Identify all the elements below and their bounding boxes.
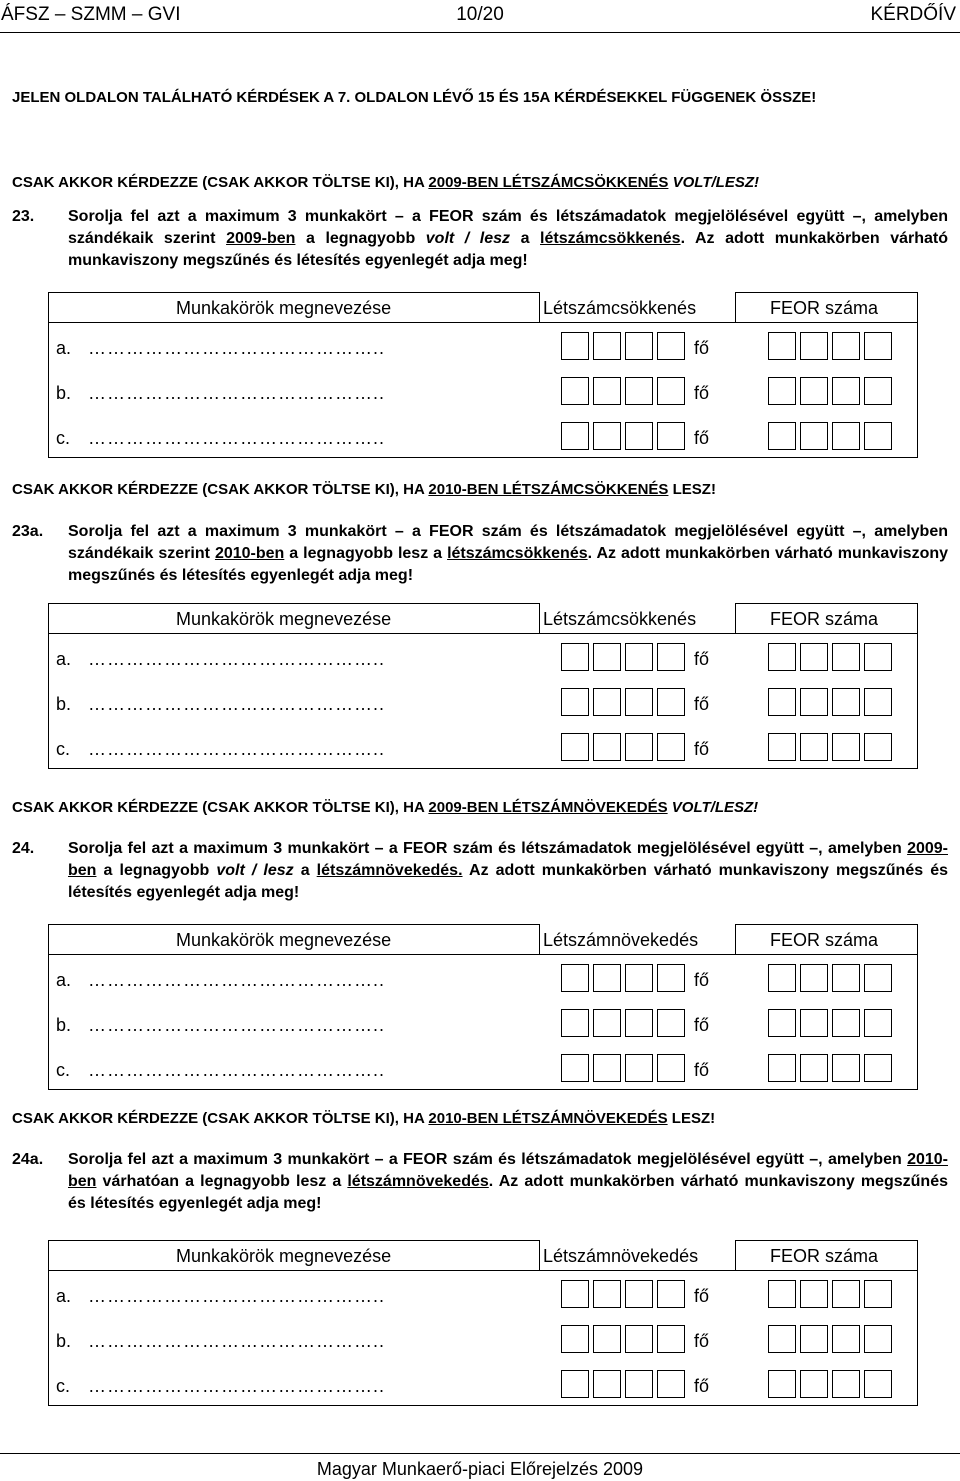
feor-digit-box[interactable] [864, 688, 892, 716]
question-text-part: . Az adott munkakörben várható munkaviszony megszűnés és létesítés egyenlegét adja meg! [68, 230, 949, 269]
question-text-part: a [293, 862, 317, 879]
feor-digit-box[interactable] [832, 964, 860, 992]
question-year: 2009-ben [68, 840, 948, 879]
feor-digit-box[interactable] [864, 1325, 892, 1353]
headcount-digit-box[interactable] [561, 422, 589, 450]
question-text [68, 1149, 948, 1215]
feor-digit-box[interactable] [768, 1009, 796, 1037]
headcount-digit-box[interactable] [561, 688, 589, 716]
feor-digit-box[interactable] [832, 688, 860, 716]
headcount-digit-box[interactable] [625, 733, 653, 761]
question-year: 2010-ben [214, 545, 285, 562]
table-row [48, 639, 918, 684]
headcount-digit-box[interactable] [657, 1325, 685, 1353]
column-header-feor: FEOR száma [770, 930, 879, 950]
headcount-digit-box[interactable] [593, 1280, 621, 1308]
job-name-field[interactable]: ……………………………………….. [88, 1376, 386, 1396]
table-row [48, 418, 918, 463]
column-header-job: Munkakörök megnevezése [176, 609, 392, 629]
feor-digit-box[interactable] [832, 422, 860, 450]
unit-label: fő [694, 1286, 710, 1306]
question-text [68, 206, 948, 272]
notice-condition: 2009-BEN LÉTSZÁMCSÖKKENÉS [428, 174, 669, 191]
headcount-digit-box[interactable] [593, 1054, 621, 1082]
feor-digit-box[interactable] [832, 1009, 860, 1037]
headcount-digit-box[interactable] [561, 964, 589, 992]
headcount-digit-box[interactable] [625, 1370, 653, 1398]
feor-digit-box[interactable] [864, 1009, 892, 1037]
page-header [0, 2, 960, 32]
headcount-digit-box[interactable] [593, 1370, 621, 1398]
headcount-digit-box[interactable] [593, 643, 621, 671]
unit-label: fő [694, 428, 710, 448]
column-header-feor: FEOR száma [770, 298, 879, 318]
headcount-digit-box[interactable] [657, 964, 685, 992]
question-text-part: a [510, 230, 541, 247]
job-name-field[interactable]: ……………………………………….. [88, 383, 386, 403]
feor-digit-box[interactable] [832, 1370, 860, 1398]
feor-digit-box[interactable] [832, 332, 860, 360]
unit-label: fő [694, 338, 710, 358]
headcount-digit-box[interactable] [657, 332, 685, 360]
condition-notice [12, 173, 942, 193]
job-name-field[interactable]: ……………………………………….. [88, 694, 386, 714]
row-letter: c. [56, 739, 71, 759]
headcount-digit-box[interactable] [625, 688, 653, 716]
headcount-digit-box[interactable] [625, 643, 653, 671]
table-row [48, 1050, 918, 1095]
column-header-job: Munkakörök megnevezése [176, 298, 392, 318]
job-name-field[interactable]: ……………………………………….. [88, 649, 386, 669]
headcount-digit-box[interactable] [593, 733, 621, 761]
column-header-feor: FEOR száma [770, 609, 879, 629]
question-year: 2010-ben [68, 1151, 948, 1190]
column-header-job: Munkakörök megnevezése [176, 930, 392, 950]
table-row [48, 1366, 918, 1411]
row-letter: c. [56, 1376, 71, 1396]
headcount-digit-box[interactable] [593, 332, 621, 360]
table-row [48, 1276, 918, 1321]
unit-label: fő [694, 739, 710, 759]
headcount-digit-box[interactable] [625, 1054, 653, 1082]
headcount-digit-box[interactable] [561, 377, 589, 405]
page-number: 10/20 [456, 4, 504, 25]
header-right: KÉRDŐÍV [870, 4, 956, 25]
unit-label: fő [694, 694, 710, 714]
job-name-field[interactable]: ……………………………………….. [88, 970, 386, 990]
headcount-digit-box[interactable] [625, 422, 653, 450]
headcount-digit-box[interactable] [657, 1009, 685, 1037]
question-text-part: . Az adott munkakörben várható munkaviszony megszűnés és létesítés egyenlegét adja meg! [68, 1173, 948, 1212]
notice-text: CSAK AKKOR KÉRDEZZE (CSAK AKKOR TÖLTSE KI), HA [12, 1110, 429, 1127]
table-row [48, 960, 918, 1005]
feor-digit-box[interactable] [768, 377, 796, 405]
job-name-field[interactable]: ……………………………………….. [88, 1060, 386, 1080]
table-row [48, 373, 918, 418]
headcount-digit-box[interactable] [561, 332, 589, 360]
feor-digit-box[interactable] [864, 332, 892, 360]
headcount-digit-box[interactable] [593, 1009, 621, 1037]
headcount-digit-box[interactable] [593, 422, 621, 450]
column-header-measure: Létszámcsökkenés [543, 609, 697, 629]
answer-table [48, 292, 918, 458]
column-header-job: Munkakörök megnevezése [176, 1246, 392, 1266]
row-letter: a. [56, 970, 72, 990]
footer-divider [0, 1453, 960, 1454]
feor-digit-box[interactable] [864, 422, 892, 450]
condition-notice [12, 1109, 942, 1129]
feor-digit-box[interactable] [800, 643, 828, 671]
headcount-digit-box[interactable] [625, 1280, 653, 1308]
column-header-measure: Létszámnövekedés [543, 1246, 699, 1266]
column-header-feor: FEOR száma [770, 1246, 879, 1266]
row-letter: a. [56, 1286, 72, 1306]
feor-digit-box[interactable] [864, 1280, 892, 1308]
headcount-digit-box[interactable] [657, 377, 685, 405]
answer-table [48, 603, 918, 769]
job-name-field[interactable]: ……………………………………….. [88, 1286, 386, 1306]
question-text-part: várhatóan a legnagyobb lesz a [96, 1173, 348, 1190]
column-header-measure: Létszámcsökkenés [543, 298, 697, 318]
headcount-digit-box[interactable] [657, 1370, 685, 1398]
headcount-digit-box[interactable] [593, 964, 621, 992]
headcount-digit-box[interactable] [593, 688, 621, 716]
feor-digit-box[interactable] [768, 1054, 796, 1082]
row-letter: b. [56, 1015, 72, 1035]
notice-tense: LESZ! [668, 481, 716, 498]
notice-tense: LESZ! [667, 1110, 716, 1127]
row-letter: a. [56, 338, 72, 358]
row-letter: b. [56, 383, 72, 403]
feor-digit-box[interactable] [768, 422, 796, 450]
headcount-digit-box[interactable] [657, 1054, 685, 1082]
notice-condition: 2010-BEN LÉTSZÁMNÖVEKEDÉS [428, 1110, 668, 1127]
unit-label: fő [694, 970, 710, 990]
header-divider [0, 32, 960, 33]
column-header-measure: Létszámnövekedés [543, 930, 699, 950]
feor-digit-box[interactable] [864, 377, 892, 405]
question-text [68, 521, 948, 587]
headcount-digit-box[interactable] [657, 643, 685, 671]
question-text-part: a legnagyobb [96, 862, 217, 879]
headcount-digit-box[interactable] [625, 1009, 653, 1037]
row-letter: a. [56, 649, 72, 669]
header-left: ÁFSZ – SZMM – GVI [1, 4, 181, 25]
feor-digit-box[interactable] [832, 377, 860, 405]
feor-digit-box[interactable] [800, 1370, 828, 1398]
feor-digit-box[interactable] [864, 1054, 892, 1082]
question-measure: létszámnövekedés. [316, 862, 463, 879]
question-text-part: Sorolja fel azt a maximum 3 munkakört – a FEOR szám és létszámadatok megjelölésével együtt –, amelyben szándékaik szerint [68, 523, 948, 562]
page-footer: Magyar Munkaerő-piaci Előrejelzés 2009 [316, 1459, 644, 1479]
headcount-digit-box[interactable] [657, 733, 685, 761]
headcount-digit-box[interactable] [625, 332, 653, 360]
headcount-digit-box[interactable] [561, 1325, 589, 1353]
headcount-digit-box[interactable] [593, 377, 621, 405]
headcount-digit-box[interactable] [561, 1280, 589, 1308]
feor-digit-box[interactable] [832, 1280, 860, 1308]
question-measure: létszámcsökkenés [540, 230, 681, 247]
headcount-digit-box[interactable] [657, 422, 685, 450]
feor-digit-box[interactable] [768, 688, 796, 716]
headcount-digit-box[interactable] [561, 1370, 589, 1398]
job-name-field[interactable]: ……………………………………….. [88, 428, 386, 448]
table-row [48, 729, 918, 774]
feor-digit-box[interactable] [768, 643, 796, 671]
notice-text: CSAK AKKOR KÉRDEZZE (CSAK AKKOR TÖLTSE KI), HA [12, 799, 429, 816]
question-number: 24a. [12, 1151, 44, 1168]
feor-digit-box[interactable] [800, 1054, 828, 1082]
job-name-field[interactable]: ……………………………………….. [88, 338, 386, 358]
table-row [48, 684, 918, 729]
feor-digit-box[interactable] [800, 1325, 828, 1353]
headcount-digit-box[interactable] [593, 1325, 621, 1353]
question-number: 23a. [12, 523, 44, 540]
feor-digit-box[interactable] [800, 422, 828, 450]
question-text [68, 838, 948, 904]
feor-digit-box[interactable] [832, 733, 860, 761]
notice-condition: 2010-BEN LÉTSZÁMCSÖKKENÉS [428, 481, 669, 498]
notice-text: CSAK AKKOR KÉRDEZZE (CSAK AKKOR TÖLTSE KI), HA [12, 481, 429, 498]
feor-digit-box[interactable] [800, 688, 828, 716]
feor-digit-box[interactable] [864, 1370, 892, 1398]
question-measure: létszámnövekedés [347, 1173, 489, 1190]
feor-digit-box[interactable] [768, 1280, 796, 1308]
question-measure: létszámcsökkenés [447, 545, 588, 562]
question-text-part: . Az adott munkakörben várható munkaviszony megszűnés és létesítés egyenlegét adja meg! [68, 545, 949, 584]
feor-digit-box[interactable] [864, 643, 892, 671]
unit-label: fő [694, 1015, 710, 1035]
headcount-digit-box[interactable] [561, 1009, 589, 1037]
headcount-digit-box[interactable] [625, 964, 653, 992]
notice-condition: 2009-BEN LÉTSZÁMNÖVEKEDÉS [428, 799, 668, 816]
feor-digit-box[interactable] [800, 733, 828, 761]
question-tense: volt / lesz [216, 862, 294, 879]
table-row [48, 328, 918, 373]
question-text-part: Sorolja fel azt a maximum 3 munkakört – a FEOR szám és létszámadatok megjelölésével együtt –, amelyben szándékaik szerint [68, 208, 948, 247]
unit-label: fő [694, 1060, 710, 1080]
notice-text: CSAK AKKOR KÉRDEZZE (CSAK AKKOR TÖLTSE KI), HA [12, 174, 429, 191]
headcount-digit-box[interactable] [625, 377, 653, 405]
job-name-field[interactable]: ……………………………………….. [88, 1331, 386, 1351]
unit-label: fő [694, 1376, 710, 1396]
condition-notice [12, 798, 942, 818]
question-number: 24. [12, 840, 35, 857]
row-letter: c. [56, 1060, 71, 1080]
question-text-part: a legnagyobb [295, 230, 426, 247]
job-name-field[interactable]: ……………………………………….. [88, 739, 386, 759]
question-tense: volt / lesz [425, 230, 511, 247]
feor-digit-box[interactable] [768, 733, 796, 761]
unit-label: fő [694, 649, 710, 669]
answer-table [48, 1240, 918, 1406]
feor-digit-box[interactable] [800, 332, 828, 360]
table-row [48, 1005, 918, 1050]
feor-digit-box[interactable] [768, 1370, 796, 1398]
unit-label: fő [694, 1331, 710, 1351]
notice-tense: VOLT/LESZ! [667, 799, 759, 816]
question-text-part: Sorolja fel azt a maximum 3 munkakört – a FEOR szám és létszámadatok megjelölésével együtt –, amelyben [68, 840, 908, 857]
feor-digit-box[interactable] [800, 1009, 828, 1037]
row-letter: b. [56, 694, 72, 714]
feor-digit-box[interactable] [800, 1280, 828, 1308]
condition-notice [12, 480, 942, 500]
feor-digit-box[interactable] [768, 1325, 796, 1353]
headcount-digit-box[interactable] [561, 643, 589, 671]
feor-digit-box[interactable] [768, 964, 796, 992]
headcount-digit-box[interactable] [561, 1054, 589, 1082]
question-text-part: Az adott munkakörben várható munkaviszony megszűnés és létesítés egyenlegét adja meg! [68, 862, 948, 901]
headcount-digit-box[interactable] [625, 1325, 653, 1353]
table-row [48, 1321, 918, 1366]
feor-digit-box[interactable] [864, 733, 892, 761]
intro-notice: JELEN OLDALON TALÁLHATÓ KÉRDÉSEK A 7. OLDALON LÉVŐ 15 ÉS 15A KÉRDÉSEKKEL FÜGGENEK ÖSSZE! [12, 89, 817, 106]
question-number: 23. [12, 208, 35, 225]
question-year: 2009-ben [226, 230, 296, 247]
row-letter: b. [56, 1331, 72, 1351]
headcount-digit-box[interactable] [657, 1280, 685, 1308]
question-text-part: Sorolja fel azt a maximum 3 munkakört – a FEOR szám és létszámadatok megjelölésével együtt –, amelyben [68, 1151, 908, 1168]
feor-digit-box[interactable] [800, 377, 828, 405]
headcount-digit-box[interactable] [561, 733, 589, 761]
answer-table [48, 924, 918, 1090]
feor-digit-box[interactable] [832, 1054, 860, 1082]
notice-tense: VOLT/LESZ! [668, 174, 759, 191]
feor-digit-box[interactable] [864, 964, 892, 992]
feor-digit-box[interactable] [800, 964, 828, 992]
question-text-part: a legnagyobb lesz a [284, 545, 448, 562]
feor-digit-box[interactable] [832, 643, 860, 671]
feor-digit-box[interactable] [768, 332, 796, 360]
row-letter: c. [56, 428, 71, 448]
headcount-digit-box[interactable] [657, 688, 685, 716]
unit-label: fő [694, 383, 710, 403]
feor-digit-box[interactable] [832, 1325, 860, 1353]
job-name-field[interactable]: ……………………………………….. [88, 1015, 386, 1035]
